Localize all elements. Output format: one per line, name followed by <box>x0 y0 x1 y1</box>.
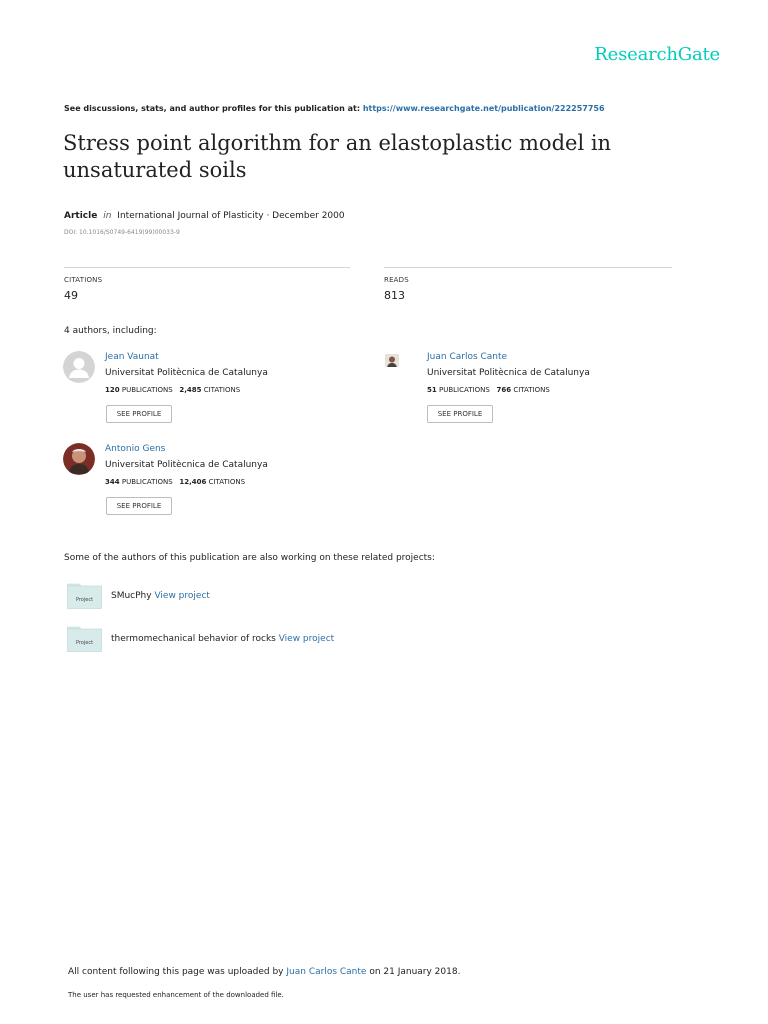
project-item <box>111 634 334 644</box>
avatar-photo-icon[interactable] <box>63 443 95 475</box>
author-citations-count: 766 <box>496 386 512 394</box>
researchgate-logo[interactable]: ResearchGate <box>594 44 720 65</box>
project-name: thermomechanical behavior of rocks <box>111 634 276 644</box>
avatar-photo-icon[interactable] <box>385 353 399 367</box>
discussion-text: See discussions, stats, and author profiles for this publication at: <box>64 104 363 113</box>
authors-heading: 4 authors, including: <box>64 326 157 336</box>
publication-link[interactable]: https://www.researchgate.net/publication/222257756 <box>362 104 605 113</box>
author-citations-label: CITATIONS <box>208 478 246 486</box>
reads-divider <box>384 267 672 268</box>
uploader-link[interactable]: Juan Carlos Cante <box>286 967 367 977</box>
author-stats <box>427 386 550 394</box>
see-profile-button[interactable]: SEE PROFILE <box>106 497 172 515</box>
meta-in: in <box>103 211 112 221</box>
author-citations-count: 12,406 <box>179 478 207 486</box>
project-item <box>111 591 210 601</box>
view-project-link[interactable]: View project <box>278 634 335 644</box>
publication-venue: International Journal of Plasticity · December 2000 <box>117 211 345 221</box>
author-affiliation: Universitat Politècnica de Catalunya <box>427 368 590 378</box>
author-affiliation: Universitat Politècnica de Catalunya <box>105 368 268 378</box>
citations-count: 49 <box>64 289 78 302</box>
project-folder-label: Project <box>75 640 94 646</box>
upload-note-prefix: All content following this page was uploaded by <box>68 967 287 977</box>
publication-meta <box>64 211 345 221</box>
author-publications-label: PUBLICATIONS <box>121 386 173 394</box>
upload-note-suffix: on 21 January 2018. <box>366 967 461 977</box>
avatar-placeholder-icon[interactable] <box>63 351 95 383</box>
reads-count: 813 <box>384 289 405 302</box>
project-folder-icon <box>67 626 102 652</box>
author-name-link[interactable]: Antonio Gens <box>105 444 166 454</box>
author-stats <box>105 386 240 394</box>
view-project-link[interactable]: View project <box>154 591 210 601</box>
author-citations-label: CITATIONS <box>203 386 241 394</box>
author-affiliation: Universitat Politècnica de Catalunya <box>105 460 268 470</box>
projects-heading: Some of the authors of this publication are also working on these related projects: <box>64 553 435 563</box>
author-citations-label: CITATIONS <box>513 386 550 394</box>
author-publications-count: 344 <box>105 478 120 486</box>
publication-type: Article <box>64 211 98 221</box>
see-profile-button[interactable]: SEE PROFILE <box>427 405 493 423</box>
citations-label: CITATIONS <box>64 276 103 284</box>
author-name-link[interactable]: Juan Carlos Cante <box>427 352 508 362</box>
author-publications-count: 120 <box>105 386 120 394</box>
author-publications-label: PUBLICATIONS <box>121 478 173 486</box>
citations-divider <box>64 267 350 268</box>
author-citations-count: 2,485 <box>179 386 202 394</box>
enhancement-note: The user has requested enhancement of the downloaded file. <box>68 991 284 999</box>
author-stats <box>105 478 245 486</box>
publication-title: Stress point algorithm for an elastoplastic model in unsaturated soils <box>63 131 612 182</box>
author-publications-count: 51 <box>427 386 437 394</box>
project-name: SMucPhy <box>111 591 152 601</box>
reads-label: READS <box>384 276 409 284</box>
project-folder-icon <box>67 583 102 609</box>
author-publications-label: PUBLICATIONS <box>438 386 490 394</box>
project-folder-label: Project <box>75 597 94 603</box>
doi: DOI: 10.1016/S0749-6419(99)00033-9 <box>64 229 180 236</box>
discussion-line <box>64 104 605 113</box>
see-profile-button[interactable]: SEE PROFILE <box>106 405 172 423</box>
upload-note <box>68 967 460 977</box>
author-name-link[interactable]: Jean Vaunat <box>105 352 159 362</box>
